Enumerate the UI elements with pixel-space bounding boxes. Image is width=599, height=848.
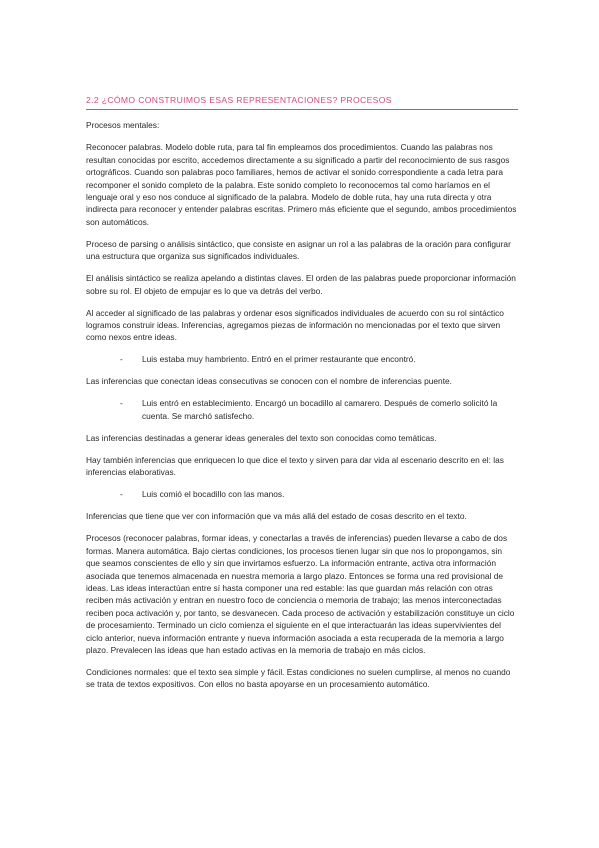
example-bullet <box>86 353 518 365</box>
paragraph-inferencias-elaborativas: Hay también inferencias que enriquecen lo que dice el texto y sirven para dar vida al escenario descrito en el: las inferencias elaborativas. <box>86 454 504 478</box>
bullet-text: Luis comió el bocadillo con las manos. <box>142 489 285 500</box>
example-bullet <box>86 397 518 422</box>
bullet-marker: - <box>120 489 123 500</box>
paragraph-informacion-mas-alla: Inferencias que tiene que ver con información que va más allá del estado de cosas descrito en el texto. <box>86 511 467 522</box>
paragraph-analisis-sintactico: El análisis sintáctico se realiza apelando a distintas claves. El orden de las palabras puede proporcionar información sobre su rol. El objeto de empujar es lo que va detrás del verbo. <box>86 273 516 296</box>
bullet-text: Luis estaba muy hambriento. Entró en el primer restaurante que encontró. <box>142 354 416 365</box>
paragraph-procesos-automaticos: Procesos (reconocer palabras, formar ideas, y conectarlas a través de inferencias) pueden llevarse a cabo de dos formas. Manera automática. Bajo ciertas condiciones, los procesos tienen lugar sin que nos lo propongamos, sin que seamos conscientes de ello y sin que invirtamos esfuerzo. La información entrante, activa otra información asociada que tenemos almacenada en nuestra memoria a largo plazo. Entonces se forma una red provisional de ideas. Las ideas interactúan entre sí hasta componer una red estable: las que guardan más relación con otras reciben más activación y entran en nuestro foco de conciencia o memoria de trabajo; las menos interconectadas reciben poca activación y, por tanto, se desvanecen. Cada proceso de activación y estabilización constituye un ciclo de procesamiento. Terminado un ciclo comienza el siguiente en el que interactuarán las ideas supervivientes del ciclo anterior, nueva información entrante y nueva información asociada a esta recuperada de la memoria a largo plazo. Prevalecen las ideas que han estado activas en la memoria de trabajo en más ciclos. <box>86 533 515 655</box>
example-bullet <box>86 488 518 500</box>
paragraph-condiciones-normales: Condiciones normales: que el texto sea simple y fácil. Estas condiciones no suelen cumplirse, al menos no cuando se trata de textos expositivos. Con ellos no basta apoyarse en un procesamiento automático. <box>86 666 511 690</box>
paragraph-procesos-mentales: Procesos mentales: <box>86 120 160 131</box>
paragraph-parsing: Proceso de parsing o análisis sintáctico, que consiste en asignar un rol a las palabras de la oración para configurar una estructura que organiza sus significados individuales. <box>86 238 511 262</box>
bullet-marker: - <box>120 354 123 365</box>
section-heading: 2.2 ¿CÓMO CONSTRUIMOS ESAS REPRESENTACIONES? PROCESOS <box>86 94 518 110</box>
paragraph-reconocer-palabras: Reconocer palabras. Modelo doble ruta, para tal fin empleamos dos procedimientos. Cuando las palabras nos resultan conocidas por escrito, accedemos directamente a su significado a partir del reconocimiento de sus rasgos ortográficos. Cuando son palabras poco familiares, hemos de activar el sonido correspondiente a cada letra para recomponer el sonido completo de la palabra. Este sonido completo lo reconocemos tal como haríamos en el lenguaje oral y eso nos conduce al significado de la palabra. Modelo de doble ruta, hay una ruta directa y otra indirecta para reconocer y entender palabras escritas. Primero más eficiente que el segundo, ambos procedimientos son automáticos. <box>86 142 517 227</box>
paragraph-inferencias-puente: Las inferencias que conectan ideas consecutivas se conocen con el nombre de inferencias puente. <box>86 376 452 387</box>
paragraph-inferencias-tematicas: Las inferencias destinadas a generar ideas generales del texto son conocidas como temáticas. <box>86 432 437 443</box>
page-content <box>86 94 518 700</box>
paragraph-inferencias: Al acceder al significado de las palabras y ordenar esos significados individuales de acuerdo con su rol sintáctico logramos construir ideas. Inferencias, agregamos piezas de información no mencionadas por el texto que sirven como nexos entre ideas. <box>86 307 504 343</box>
bullet-text: Luis entró en establecimiento. Encargó un bocadillo al camarero. Después de comerlo solicitó la cuenta. Se marchó satisfecho. <box>142 398 498 421</box>
bullet-marker: - <box>120 398 123 409</box>
